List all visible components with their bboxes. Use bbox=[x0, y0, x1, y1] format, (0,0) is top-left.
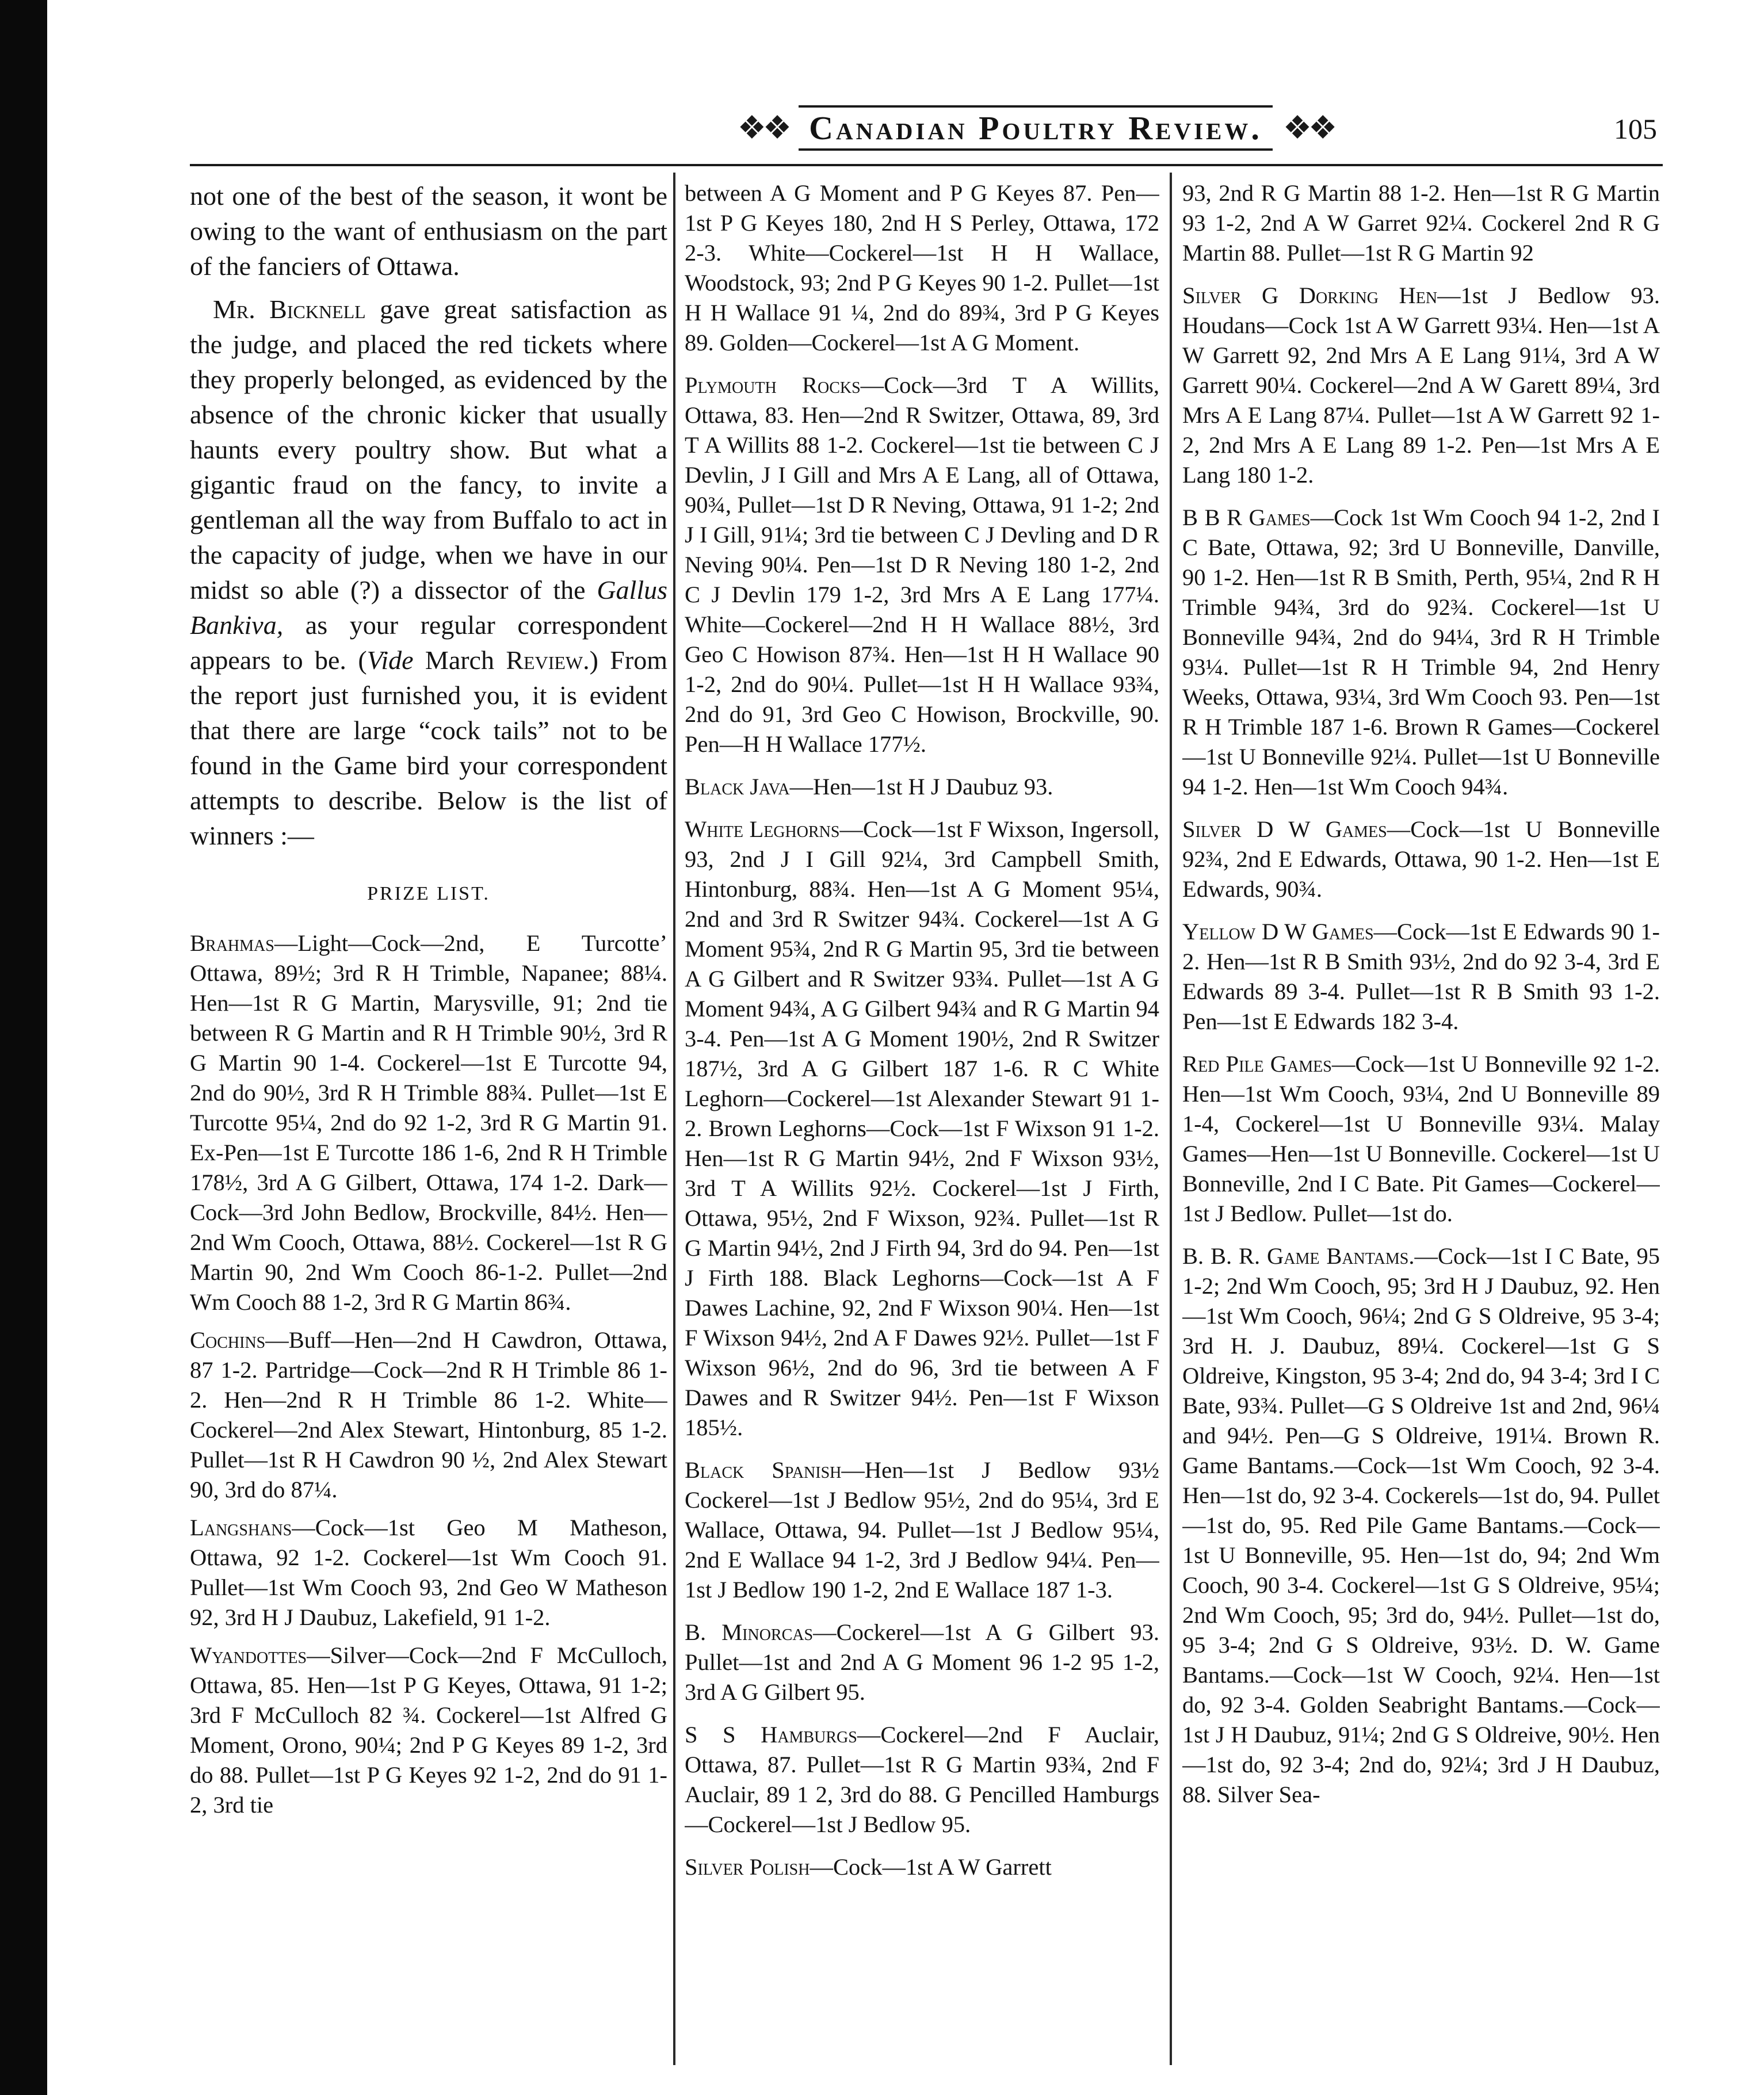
entry-red-pile-games: Red Pile Games—Cock—1st U Bonneville 92 1-2. Hen—1st Wm Cooch, 93¼, 2nd U Bonneville 89 1-4, Cockerel—1st U Bonneville 93¼. Malay Games—Hen—1st U Bonneville. Cockerel—1st U Bonneville, 2nd I C Bate. Pit Games—Cockerel—1st J Bedlow. Pullet—1st do. bbox=[1182, 1051, 1660, 1226]
prize-list-heading: PRIZE LIST. bbox=[367, 883, 490, 904]
entry-minorcas: B. Minorcas—Cockerel—1st A G Gilbert 93. Pullet—1st and 2nd A G Moment 96 1-2 95 1-2, 3rd A G Gilbert 95. bbox=[685, 1619, 1159, 1705]
paragraph: 93, 2nd R G Martin 88 1-2. Hen—1st R G Martin 93 1-2, 2nd A W Garret 92¼. Cockerel 2nd R G Martin 88. Pullet—1st R G Martin 92 bbox=[1182, 180, 1660, 266]
entry-plymouth-rocks: Plymouth Rocks—Cock—3rd T A Willits, Ottawa, 83. Hen—2nd R Switzer, Ottawa, 89, 3rd T A Willits 88 1-2. Cockerel—1st tie between C J Devlin, J I Gill and Mrs A E Lang, all of Ottawa, 90¾, Pullet—1st D R Neving, Ottawa, 91 1-2; 2nd J I Gill, 91¼; 3rd tie between C J Devling and D R Neving 90¼. Pen—1st D R Neving 180 1-2, 2nd C J Devlin 179 1-2, 3rd Mrs A E Lang 177¼. White—Cockerel—2nd H H Wallace 88½, 3rd Geo C Howison 87¾. Hen—1st H H Wallace 90 1-2, 2nd do 90¼. Pullet—1st H H Wallace 93¾, 2nd do 91, 3rd Geo C Howison, Brockville, 90. Pen—H H Wallace 177½. bbox=[685, 372, 1159, 757]
entry-white-leghorns: White Leghorns—Cock—1st F Wixson, Ingersoll, 93, 2nd J I Gill 92¼, 3rd Campbell Smith, Hintonburg, 88¾. Hen—1st A G Moment 95¼, 2nd and 3rd R Switzer 94¾. Cockerel—1st A G Moment 95¾, 2nd R G Martin 95, 3rd tie between A G Gilbert and R Switzer 93¾. Pullet—1st A G Moment 94¾, A G Gilbert 94¾ and R G Martin 94 3-4. Pen—1st A G Moment 190½, 2nd R Switzer 187½, 3rd A G Gilbert 187 1-6. R C White Leghorn—Cockerel—1st Alexander Stewart 91 1-2. Brown Leghorns—Cock—1st F Wixson 91 1-2. Hen—1st R G Martin 94½, 2nd F Wixson 93½, 3rd T A Willits 92½. Cockerel—1st J Firth, Ottawa, 95½, 2nd F Wixson, 92¾. Pullet—1st R G Martin 94½, 2nd J Firth 94, 3rd do 94. Pen—1st J Firth 188. Black Leghorns—Cock—1st A F Dawes Lachine, 92, 2nd F Wixson 90¼. Hen—1st F Wixson 94½, 2nd A F Dawes 92½. Pullet—1st F Wixson 96½, 2nd do 96, 3rd tie between A F Dawes and R Switzer 94½. Pen—1st F Wixson 185½. bbox=[685, 816, 1159, 1440]
masthead-title: Canadian Poultry Review. bbox=[799, 105, 1273, 151]
column-3 bbox=[1182, 178, 1660, 2077]
column-divider-1 bbox=[673, 173, 675, 2065]
entry-silver-dw-games: Silver D W Games—Cock—1st U Bonneville 92¾, 2nd E Edwards, Ottawa, 90 1-2. Hen—1st E Edwards, 90¾. bbox=[1182, 816, 1660, 902]
entry-hamburgs: S S Hamburgs—Cockerel—2nd F Auclair, Ottawa, 87. Pullet—1st R G Martin 93¾, 2nd F Auclair, 89 1 2, 3rd do 88. G Pencilled Hamburgs—Cockerel—1st J Bedlow 95. bbox=[685, 1722, 1159, 1837]
entry-bbr-games: B B R Games—Cock 1st Wm Cooch 94 1-2, 2nd I C Bate, Ottawa, 92; 3rd U Bonneville, Danville, 90 1-2. Hen—1st R B Smith, Perth, 95¼, 2nd R H Trimble 94¾, 3rd do 92¾. Cockerel—1st U Bonneville 94¾, 2nd do 94¼, 3rd R H Trimble 93¼. Pullet—1st R H Trimble 94, 2nd Henry Weeks, Ottawa, 93¼, 3rd Wm Cooch 93. Pen—1st R H Trimble 187 1-6. Brown R Games—Cockerel—1st U Bonneville 92¼. Pullet—1st U Bonneville 94 1-2. Hen—1st Wm Cooch 94¾. bbox=[1182, 504, 1660, 800]
entry-langshans: Langshans—Cock—1st Geo M Matheson, Ottawa, 92 1-2. Cockerel—1st Wm Cooch 91. Pullet—1st Wm Cooch 93, 2nd Geo W Matheson 92, 3rd H J Daubuz, Lakefield, 91 1-2. bbox=[190, 1515, 667, 1630]
paragraph: not one of the best of the season, it wont be owing to the want of enthusiasm on the part of the fanciers of Ottawa. bbox=[190, 181, 667, 281]
column-divider-2 bbox=[1170, 173, 1172, 2065]
right-ornament-icon: ❖❖ bbox=[1282, 110, 1334, 146]
entry-yellow-dw-games: Yellow D W Games—Cock—1st E Edwards 90 1-2. Hen—1st R B Smith 93½, 2nd do 92 3-4, 3rd E Edwards 89 3-4. Pullet—1st R B Smith 93 1-2. Pen—1st E Edwards 182 3-4. bbox=[1182, 919, 1660, 1034]
page-header bbox=[190, 101, 1657, 155]
entry-silver-polish: Silver Polish—Cock—1st A W Garrett bbox=[685, 1854, 1052, 1880]
column-1 bbox=[190, 178, 667, 2077]
entry-wyandottes: Wyandottes—Silver—Cock—2nd F McCulloch, Ottawa, 85. Hen—1st P G Keyes, Ottawa, 91 1-2; 3rd F McCulloch 82 ¾. Cockerel—1st Alfred G Moment, Orono, 90¼; 2nd P G Keyes 89 1-2, 3rd do 88. Pullet—1st P G Keyes 92 1-2, 2nd do 91 1-2, 3rd tie bbox=[190, 1642, 667, 1818]
entry-cochins: Cochins—Buff—Hen—2nd H Cawdron, Ottawa, 87 1-2. Partridge—Cock—2nd R H Trimble 86 1-2. Hen—2nd R H Trimble 86 1-2. White—Cockerel—2nd Alex Stewart, Hintonburg, 85 1-2. Pullet—1st R H Cawdron 90 ½, 2nd Alex Stewart 90, 3rd do 87¼. bbox=[190, 1327, 667, 1503]
left-ornament-icon: ❖❖ bbox=[737, 110, 789, 146]
page-spine-shadow bbox=[0, 0, 47, 2095]
masthead bbox=[662, 101, 1410, 155]
column-2 bbox=[685, 178, 1159, 2077]
entry-black-spanish: Black Spanish—Hen—1st J Bedlow 93½ Cockerel—1st J Bedlow 95½, 2nd do 95¼, 3rd E Wallace, Ottawa, 94. Pullet—1st J Bedlow 95¼, 2nd E Wallace 94 1-2, 3rd J Bedlow 94¼. Pen—1st J Bedlow 190 1-2, 2nd E Wallace 187 1-3. bbox=[685, 1457, 1159, 1603]
paragraph: Mr. Bicknell gave great satisfaction as the judge, and placed the red tickets where they properly belonged, as evidenced by the absence of the chronic kicker that usually haunts every poultry show. But what a gigantic fraud on the fancy, to invite a gentleman all the way from Buffalo to act in the capacity of judge, when we have in our midst so able (?) a dissector of the Gallus Bankiva, as your regular correspondent appears to be. (Vide March Review.) From the report just furnished you, it is evident that there are large “cock tails” not to be found in the Game bird your correspondent attempts to describe. Below is the list of winners :— bbox=[190, 295, 667, 850]
entry-brahmas: Brahmas—Light—Cock—2nd, E Turcotte’ Ottawa, 89½; 3rd R H Trimble, Napanee; 88¼. Hen—1st R G Martin, Marysville, 91; 2nd tie between R G Martin and R H Trimble 90½, 3rd R G Martin 90 1-4. Cockerel—1st E Turcotte 94, 2nd do 90½, 3rd R H Trimble 88¾. Pullet—1st E Turcotte 95¼, 2nd do 92 1-2, 3rd R G Martin 91. Ex-Pen—1st E Turcotte 186 1-6, 2nd R H Trimble 178½, 3rd A G Gilbert, Ottawa, 174 1-2. Dark—Cock—3rd John Bedlow, Brockville, 84½. Hen—2nd Wm Cooch, Ottawa, 88½. Cockerel—1st R G Martin 90, 2nd Wm Cooch 86-1-2. Pullet—2nd Wm Cooch 88 1-2, 3rd R G Martin 86¾. bbox=[190, 930, 667, 1315]
paragraph: between A G Moment and P G Keyes 87. Pen—1st P G Keyes 180, 2nd H S Perley, Ottawa, 172 2-3. White—Cockerel—1st H H Wallace, Woodstock, 93; 2nd P G Keyes 90 1-2. Pullet—1st H H Wallace 91 ¼, 2nd do 89¾, 3rd P G Keyes 89. Golden—Cockerel—1st A G Moment. bbox=[685, 180, 1159, 355]
header-rule bbox=[190, 164, 1663, 166]
entry-game-bantams: B. B. R. Game Bantams.—Cock—1st I C Bate, 95 1-2; 2nd Wm Cooch, 95; 3rd H J Daubuz, 92. Hen—1st Wm Cooch, 96¼; 2nd G S Oldreive, 95 3-4; 3rd H. J. Daubuz, 89¼. Cockerel—1st G S Oldreive, Kingston, 95 3-4; 2nd do, 94 3-4; 3rd I C Bate, 93¾. Pullet—G S Oldreive 1st and 2nd, 96¼ and 94½. Pen—G S Oldreive, 191¼. Brown R. Game Bantams.—Cock—1st Wm Cooch, 92 3-4. Hen—1st do, 92 3-4. Cockerels—1st do, 94. Pullet—1st do, 95. Red Pile Game Bantams.—Cock—1st U Bonneville, 95. Hen—1st do, 94; 2nd Wm Cooch, 90 3-4. Cockerel—1st G S Oldreive, 95¼; 2nd Wm Cooch, 95; 3rd do, 94½. Pullet—1st do, 95 3-4; 2nd G S Oldreive, 93½. D. W. Game Bantams.—Cock—1st W Cooch, 92¼. Hen—1st do, 92 3-4. Golden Seabright Bantams.—Cock—1st J H Daubuz, 91¼; 2nd G S Oldreive, 90½. Hen—1st do, 92 3-4; 2nd do, 92¼; 3rd J H Daubuz, 88. Silver Sea- bbox=[1182, 1243, 1660, 1807]
entry-dorking: Silver G Dorking Hen—1st J Bedlow 93. Houdans—Cock 1st A W Garrett 93¼. Hen—1st A W Garrett 92, 2nd Mrs A E Lang 91¼, 3rd A W Garrett 90¼. Cockerel—2nd A W Garett 89¼, 3rd Mrs A E Lang 87¼. Pullet—1st A W Garrett 92 1-2, 2nd Mrs A E Lang 89 1-2. Pen—1st Mrs A E Lang 180 1-2. bbox=[1182, 282, 1660, 488]
entry-black-java: Black Java—Hen—1st H J Daubuz 93. bbox=[685, 774, 1053, 800]
page-number: 105 bbox=[1614, 113, 1657, 145]
